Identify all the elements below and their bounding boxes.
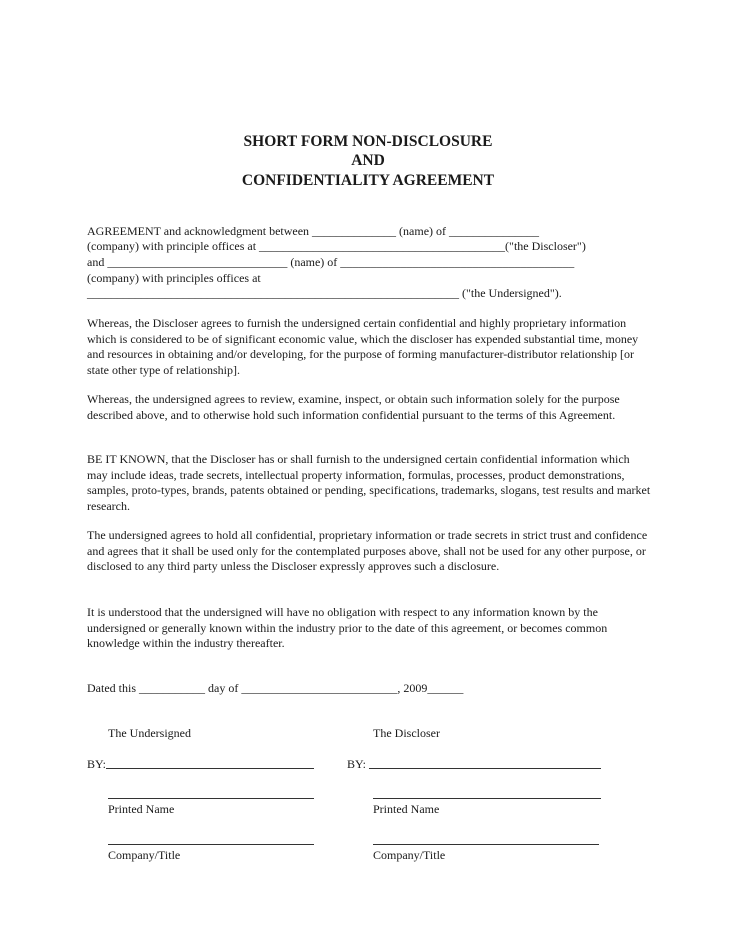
parties-line-4: (company) with principles offices at xyxy=(87,271,261,285)
paragraph-whereas-1: Whereas, the Discloser agrees to furnish the undersigned certain confidential and highly proprietary information which is considered to be of significant economic value, which the discloser has expended substantial time, money and resources in obtaining and/or developing, for the purpose of forming manufacturer-distributor relationship [or state other type of relationship]. xyxy=(87,316,639,377)
paragraph-undersigned-agrees: The undersigned agrees to hold all confidential, proprietary information or trade secrets in strict trust and confidence and agrees that it shall be used only for the contemplated purposes above, shall not be used for any other purpose, or disclosed to any third party unless the Discloser expressly approves such a disclosure. xyxy=(87,528,648,573)
title-line-1: SHORT FORM NON-DISCLOSURE xyxy=(243,133,493,150)
discloser-company-label: Company/Title xyxy=(373,848,446,862)
dated-line: Dated this ___________ day of __________________________, 2009______ xyxy=(87,681,464,695)
paragraph-be-it-known: BE IT KNOWN, that the Discloser has or shall furnish to the undersigned certain confidential information which may include ideas, trade secrets, intellectual property information, formulas, processes, product demonstrations, samples, proto-types, brands, patents obtained or pending, specifications, trademarks, slogans, test results and market research. xyxy=(87,452,651,513)
undersigned-printed-name-label: Printed Name xyxy=(108,802,175,816)
discloser-heading: The Discloser xyxy=(373,726,440,740)
discloser-signature-line[interactable] xyxy=(369,768,601,769)
undersigned-company-line[interactable] xyxy=(108,844,314,845)
undersigned-company-label: Company/Title xyxy=(108,848,181,862)
paragraph-whereas-2: Whereas, the undersigned agrees to review, examine, inspect, or obtain such information solely for the purpose described above, and to otherwise hold such information confidential pursuant to the terms of this Agreement. xyxy=(87,392,620,422)
parties-line-3: and ______________________________ (name) of _______________________________________ xyxy=(87,255,575,269)
parties-line-5: ______________________________________________________________ ("the Undersigned"). xyxy=(87,286,562,300)
discloser-by-label: BY: xyxy=(347,757,366,771)
parties-line-2: (company) with principle offices at _________________________________________("the Discloser") xyxy=(87,239,586,253)
undersigned-printed-name-line[interactable] xyxy=(108,798,314,799)
undersigned-signature-line[interactable] xyxy=(106,768,314,769)
undersigned-by-label: BY: xyxy=(87,757,106,771)
discloser-printed-name-label: Printed Name xyxy=(373,802,440,816)
paragraph-understood: It is understood that the undersigned will have no obligation with respect to any information known by the undersigned or generally known within the industry prior to the date of this agreement, or becomes common knowledge within the industry thereafter. xyxy=(87,605,608,650)
discloser-company-line[interactable] xyxy=(373,844,599,845)
undersigned-heading: The Undersigned xyxy=(108,726,191,740)
title-line-3: CONFIDENTIALITY AGREEMENT xyxy=(241,172,495,189)
discloser-printed-name-line[interactable] xyxy=(373,798,601,799)
title-line-2: AND xyxy=(351,152,385,169)
parties-line-1: AGREEMENT and acknowledgment between ______________ (name) of _______________ xyxy=(87,224,540,238)
